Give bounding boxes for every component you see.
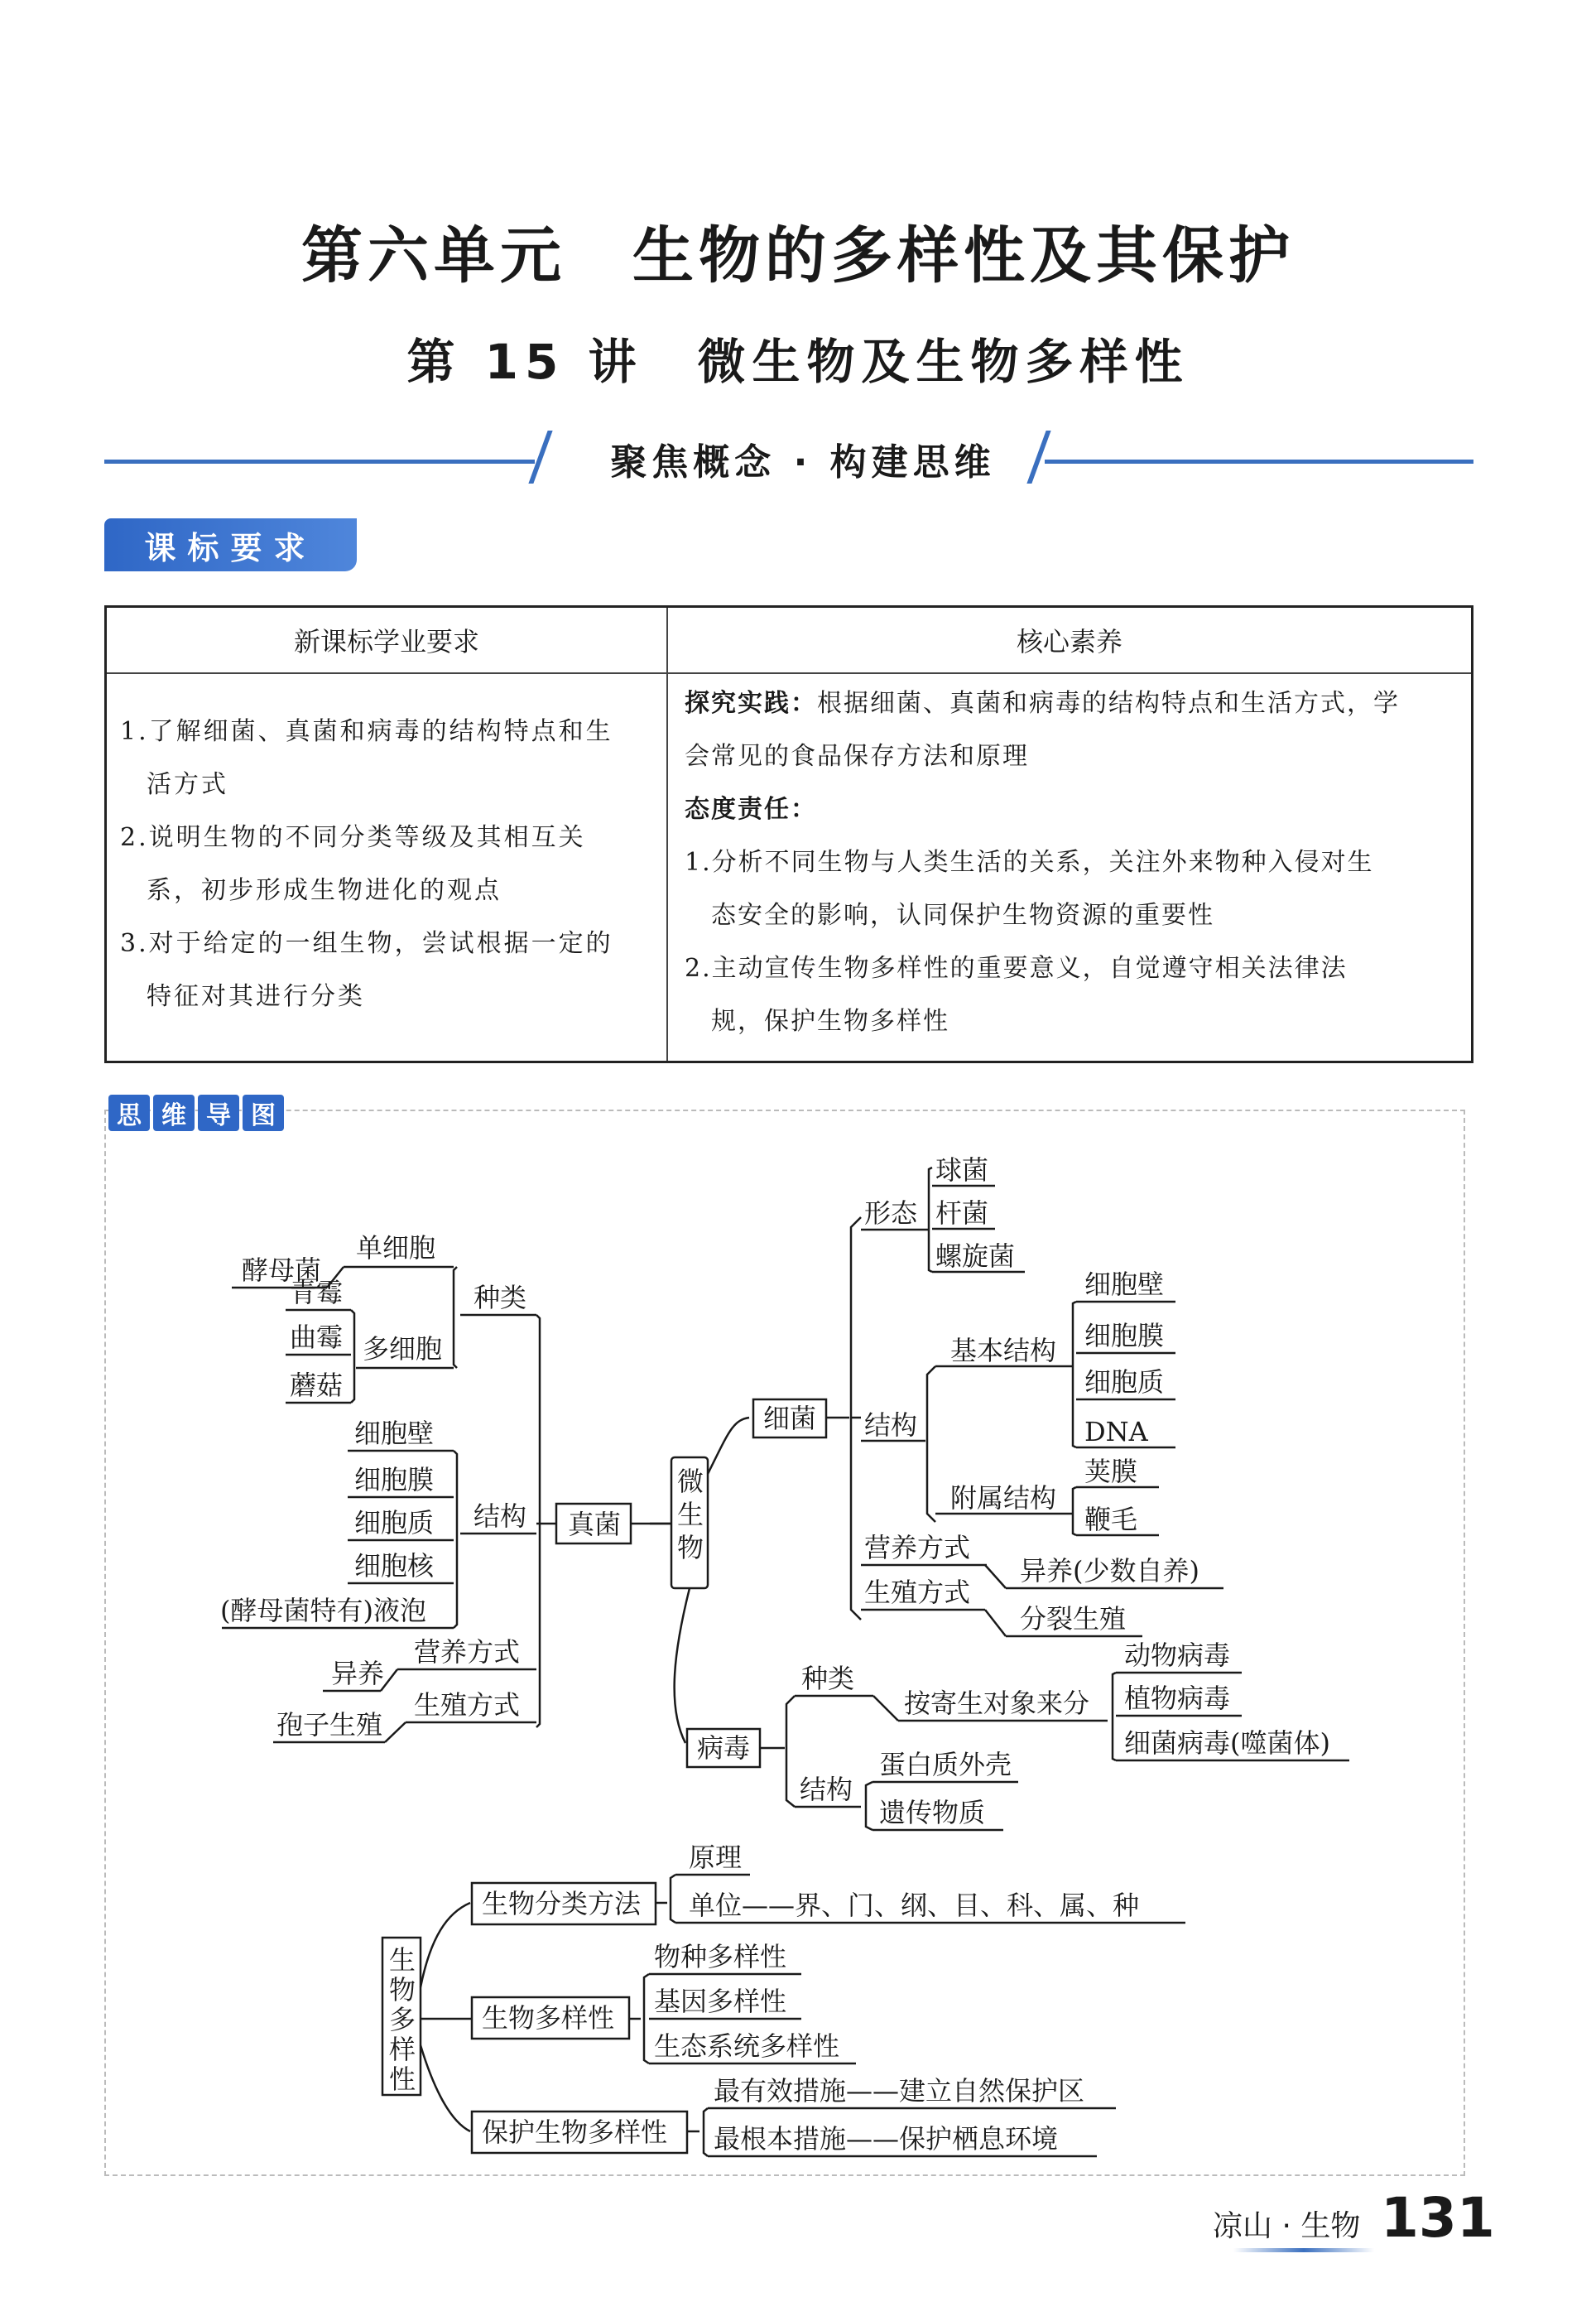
multi-cell-item: 青霉	[290, 1277, 344, 1308]
diversity-root-char: 性	[389, 2063, 416, 2095]
shape-item: 杆菌	[935, 1197, 989, 1229]
accessory-brace	[1073, 1487, 1076, 1535]
core-item: 1.分析不同生物与人类生活的关系，关注外来物种入侵对生	[685, 848, 1374, 877]
fungi-reproduction-value: 孢子生殖	[276, 1709, 383, 1741]
fungi-label: 真菌	[568, 1509, 622, 1540]
diversity-root-char: 样	[389, 2034, 416, 2065]
bacteria-reproduction-value: 分裂生殖	[1020, 1603, 1127, 1635]
virus-structure-item: 遗传物质	[879, 1797, 986, 1828]
bacteria-label: 细菌	[763, 1403, 817, 1434]
single-cell-item: 酵母菌	[242, 1254, 322, 1286]
bacteria-reproduction-label: 生殖方式	[864, 1577, 971, 1608]
virus-structure-brace	[866, 1782, 873, 1830]
fungi-structure-item: (酵母菌特有)液泡	[220, 1595, 426, 1626]
structure-brace	[927, 1366, 935, 1522]
bacteria-nutrition-label: 营养方式	[864, 1532, 971, 1563]
basic-item: 细胞质	[1084, 1366, 1165, 1398]
multi-cell-item: 蘑菇	[290, 1370, 344, 1401]
fungi-structure-brace	[454, 1451, 457, 1628]
diversity-type-item: 基因多样性	[654, 1986, 787, 2017]
shape-item: 螺旋菌	[935, 1240, 1016, 1272]
micro-root-char: 生	[677, 1499, 704, 1530]
requirement-line: 活方式	[147, 770, 228, 799]
types-brace	[644, 1974, 649, 2063]
basic-item: 细胞膜	[1084, 1320, 1165, 1351]
micro-root-char: 微	[677, 1466, 704, 1497]
core-explore-label: 探究实践：	[685, 689, 817, 718]
fungi-structure-item: 细胞核	[354, 1550, 435, 1582]
requirement-line: 特征对其进行分类	[147, 982, 365, 1011]
virus-types-by: 按寄生对象来分	[904, 1688, 1090, 1719]
table-header-requirements: 新课标学业要求	[293, 626, 479, 657]
section-banner: 聚焦概念 · 构建思维	[610, 441, 996, 484]
diversity-to-protect-branch	[421, 2045, 470, 2131]
micro-to-bacteria-branch	[708, 1418, 749, 1474]
basic-structure-label: 基本结构	[950, 1335, 1057, 1366]
virus-types-label: 种类	[801, 1663, 855, 1694]
shape-item: 球菌	[935, 1154, 989, 1186]
virus-brace	[786, 1696, 795, 1807]
classification-brace	[671, 1875, 675, 1923]
fungi-structure-item: 细胞壁	[354, 1418, 435, 1449]
accessory-item: 荚膜	[1084, 1456, 1138, 1487]
bacteria-shape-label: 形态	[864, 1197, 918, 1229]
protection-brace	[704, 2108, 708, 2156]
classification-label: 生物分类方法	[482, 1888, 642, 1919]
virus-label: 病毒	[697, 1732, 751, 1764]
core-explore-text: 根据细菌、真菌和病毒的结构特点和生活方式，学	[817, 689, 1400, 718]
core-attitude-label: 态度责任：	[685, 795, 817, 824]
diversity-root-char: 多	[389, 2004, 416, 2035]
diversity-root-char: 物	[389, 1974, 416, 2006]
curriculum-tag: 课标要求	[104, 518, 357, 571]
requirement-line: 1.了解细菌、真菌和病毒的结构特点和生	[120, 717, 613, 746]
basic-item: DNA	[1084, 1416, 1148, 1447]
virus-types-brace	[1113, 1673, 1116, 1760]
diversity-to-class-branch	[421, 1903, 470, 1987]
bacteria-structure-label: 结构	[864, 1409, 918, 1441]
bacteria-nutrition-value: 异养(少数自养)	[1020, 1555, 1199, 1587]
lecture-title: 第 15 讲 微生物及生物多样性	[406, 334, 1190, 390]
basic-item: 细胞壁	[1084, 1269, 1165, 1300]
accessory-structure-label: 附属结构	[950, 1482, 1057, 1514]
fungi-types-label: 种类	[474, 1282, 527, 1313]
page-number: 131	[1381, 2186, 1495, 2250]
fungi-structure-item: 细胞质	[354, 1507, 435, 1539]
diversity-type-item: 生态系统多样性	[654, 2030, 840, 2062]
micro-root-char: 物	[677, 1532, 704, 1563]
classification-unit: 单位——界、门、纲、目、科、属、种	[689, 1890, 1140, 1921]
fungi-nutrition-label: 营养方式	[414, 1636, 521, 1668]
virus-structure-item: 蛋白质外壳	[879, 1749, 1012, 1780]
multi-cell-item: 曲霉	[290, 1322, 344, 1353]
diversity-types-label: 生物多样性	[482, 2002, 615, 2034]
requirement-line: 系，初步形成生物进化的观点	[147, 876, 502, 905]
core-item: 2.主动宣传生物多样性的重要意义，自觉遵守相关法律法	[685, 954, 1348, 983]
tag-char: 图	[243, 1095, 284, 1131]
protection-item: 最根本措施——保护栖息环境	[714, 2123, 1059, 2155]
tag-char: 维	[153, 1095, 195, 1131]
micro-to-virus-branch	[675, 1588, 690, 1743]
fungi-nutrition-value: 异养	[331, 1658, 385, 1689]
fungi-structure-label: 结构	[474, 1500, 527, 1532]
diversity-type-item: 物种多样性	[654, 1941, 787, 1972]
virus-type-item: 动物病毒	[1124, 1640, 1231, 1671]
core-item-cont: 规，保护生物多样性	[711, 1007, 949, 1036]
basic-brace	[1073, 1302, 1076, 1447]
requirement-line: 2.说明生物的不同分类等级及其相互关	[120, 823, 586, 852]
virus-type-item: 细菌病毒(噬菌体)	[1124, 1727, 1330, 1759]
virus-structure-label: 结构	[800, 1774, 853, 1805]
shape-brace	[929, 1168, 932, 1272]
requirement-line: 3.对于给定的一组生物，尝试根据一定的	[120, 929, 613, 958]
tag-char: 思	[108, 1095, 150, 1131]
fungi-types-brace	[454, 1267, 457, 1368]
accessory-item: 鞭毛	[1084, 1504, 1138, 1535]
diversity-root-char: 生	[389, 1944, 416, 1976]
protection-item: 最有效措施——建立自然保护区	[714, 2075, 1085, 2107]
fungi-brace	[536, 1315, 540, 1727]
single-cell-label: 单细胞	[356, 1232, 436, 1264]
fungi-structure-item: 细胞膜	[354, 1464, 435, 1495]
footer-subject: 凉山 · 生物	[1213, 2209, 1361, 2243]
core-explore-cont: 会常见的食品保存方法和原理	[685, 742, 1029, 771]
fungi-reproduction-label: 生殖方式	[414, 1689, 521, 1721]
protection-label: 保护生物多样性	[482, 2116, 668, 2148]
tag-char: 导	[198, 1095, 239, 1131]
table-header-core: 核心素养	[1016, 626, 1122, 657]
unit-title: 第六单元 生物的多样性及其保护	[301, 220, 1295, 291]
classification-principle: 原理	[689, 1842, 743, 1873]
footer-underline	[1233, 2248, 1374, 2252]
core-item-cont: 态安全的影响，认同保护生物资源的重要性	[711, 901, 1214, 930]
multi-cell-label: 多细胞	[363, 1333, 443, 1365]
multi-brace	[351, 1310, 354, 1403]
virus-type-item: 植物病毒	[1124, 1683, 1231, 1714]
